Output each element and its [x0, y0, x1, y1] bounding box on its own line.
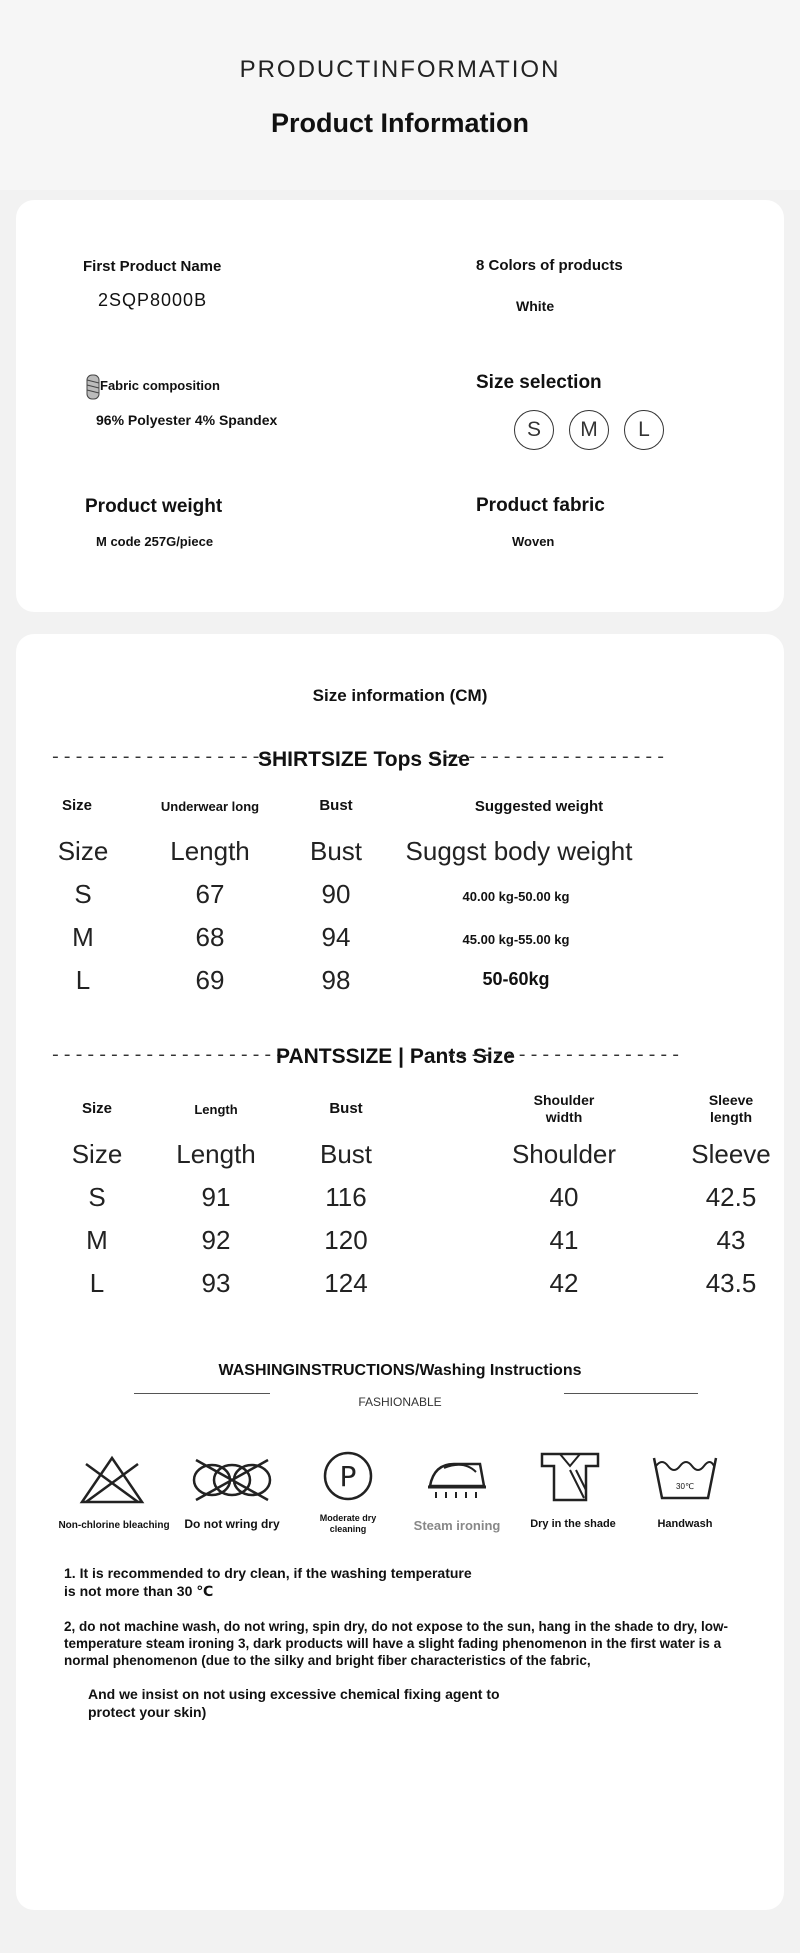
shirt-header-underwear-long: Underwear long: [160, 799, 260, 814]
table-cell: 50-60kg: [482, 969, 550, 989]
table-cell: 67: [195, 879, 225, 909]
table-cell: 124: [324, 1268, 368, 1298]
washing-note-1: 1. It is recommended to dry clean, if the washing temperature is not more than 30 ℃: [64, 1565, 472, 1599]
table-cell: 68: [195, 922, 225, 952]
title-english: PRODUCTINFORMATION: [239, 56, 561, 83]
steam-iron-icon: [424, 1456, 488, 1502]
size-info-title: Size information (CM): [312, 686, 488, 705]
table-cell: L: [75, 965, 91, 995]
shirt-header-suggested-weight: Suggested weight: [474, 798, 604, 815]
size-option-m[interactable]: M: [569, 410, 609, 450]
hand-wash-temp: 30℃: [676, 1482, 694, 1491]
table-cell: M: [86, 1225, 108, 1255]
pants-header-bust: Bust: [329, 1100, 363, 1117]
pants-header-length: Length: [194, 1102, 238, 1117]
washing-title: WASHINGINSTRUCTIONS/Washing Instructions: [218, 1362, 582, 1379]
table-cell: 41: [549, 1225, 579, 1255]
product-fabric-label: Product fabric: [476, 495, 605, 516]
no-bleach-label: Non-chlorine bleaching: [58, 1520, 170, 1531]
size-washing-card: [16, 634, 784, 1910]
colors-value: White: [516, 298, 555, 314]
shirt-header-bust: Bust: [319, 797, 353, 814]
fabric-composition-value: 96% Polyester 4% Spandex: [96, 412, 278, 428]
product-fabric-value: Woven: [512, 534, 555, 549]
shirt-colhead-weight: Suggst body weight: [405, 836, 633, 866]
page-title: Product Information: [271, 108, 529, 138]
table-cell: 43: [716, 1225, 746, 1255]
pants-header-size: Size: [81, 1100, 112, 1117]
steam-iron-label: Steam ironing: [413, 1518, 501, 1533]
product-info-card: [16, 200, 784, 612]
dry-clean-p-icon: [322, 1450, 374, 1502]
table-cell: 43.5: [705, 1268, 757, 1298]
table-cell: 98: [321, 965, 351, 995]
pants-colhead-size: Size: [71, 1139, 123, 1169]
table-cell: 91: [201, 1182, 231, 1212]
first-product-name-value: 2SQP8000B: [98, 290, 208, 310]
page-header: [0, 0, 800, 190]
pants-size-title: PANTSSIZE | Pants Size: [276, 1045, 515, 1068]
dry-shade-icon: [540, 1452, 600, 1502]
product-weight-label: Product weight: [85, 496, 223, 517]
table-cell: L: [89, 1268, 105, 1298]
pants-dashes-left: --------------------: [50, 1046, 287, 1066]
shirt-size-title: SHIRTSIZE Tops Size: [258, 748, 470, 771]
shirt-dashes-left: --------------------: [50, 748, 287, 768]
no-wring-icon: [190, 1456, 274, 1504]
washing-subtitle: FASHIONABLE: [358, 1395, 442, 1409]
fabric-spool-icon: [86, 374, 100, 400]
table-cell: 90: [321, 879, 351, 909]
table-cell: S: [74, 879, 92, 909]
shirt-header-size: Size: [62, 797, 93, 814]
hand-wash-icon: [652, 1454, 718, 1500]
table-cell: S: [88, 1182, 106, 1212]
shirt-colhead-size: Size: [57, 836, 109, 866]
pants-colhead-bust: Bust: [319, 1139, 373, 1169]
table-cell: M: [72, 922, 94, 952]
shirt-colhead-bust: Bust: [309, 836, 363, 866]
table-cell: 42: [549, 1268, 579, 1298]
washing-note-2: 2, do not machine wash, do not wring, spin dry, do not expose to the sun, hang in the shade to dry, low-temperature steam ironing 3, dark products will have a slight fading phenomenon in the first water is a normal phenomenon (due to the silky and bright fiber characteristics of the fabric,: [64, 1619, 729, 1668]
table-cell: 40: [549, 1182, 579, 1212]
table-cell: 116: [325, 1182, 367, 1212]
pants-header-sleeve-length: Sleeve length: [708, 1092, 754, 1125]
table-cell: 120: [324, 1225, 368, 1255]
washing-divider-right: [564, 1393, 698, 1394]
shirt-dashes-right: --------------------: [431, 748, 668, 768]
shirt-colhead-length: Length: [170, 836, 250, 866]
fabric-composition-label: Fabric composition: [100, 378, 220, 393]
no-wring-label: Do not wring dry: [184, 1517, 280, 1531]
washing-note-3: And we insist on not using excessive chemical fixing agent to protect your skin): [88, 1686, 500, 1720]
size-option-l[interactable]: L: [624, 410, 664, 450]
table-cell: 69: [195, 965, 225, 995]
table-cell: 94: [321, 922, 351, 952]
pants-colhead-length: Length: [176, 1139, 256, 1169]
first-product-name-label: First Product Name: [83, 258, 222, 275]
table-cell: 42.5: [705, 1182, 757, 1212]
size-option-s[interactable]: S: [514, 410, 554, 450]
pants-dashes-right: --------------------: [446, 1046, 683, 1066]
table-cell: 40.00 kg-50.00 kg: [462, 889, 570, 904]
colors-label: 8 Colors of products: [476, 257, 623, 274]
table-cell: 92: [201, 1225, 231, 1255]
table-cell: 45.00 kg-55.00 kg: [462, 932, 570, 947]
pants-colhead-shoulder: Shoulder: [511, 1139, 617, 1169]
no-bleach-icon: [78, 1454, 146, 1506]
pants-header-shoulder-width: Shoulder width: [533, 1092, 595, 1125]
product-weight-value: M code 257G/piece: [96, 534, 214, 549]
svg-text:P: P: [339, 1460, 357, 1493]
size-selection-label: Size selection: [476, 372, 602, 393]
pants-colhead-sleeve: Sleeve: [691, 1139, 771, 1169]
table-cell: 93: [201, 1268, 231, 1298]
dry-shade-label: Dry in the shade: [530, 1518, 616, 1530]
dry-clean-label: Moderate dry cleaning: [319, 1513, 377, 1534]
hand-wash-label: Handwash: [657, 1518, 713, 1530]
washing-divider-left: [134, 1393, 270, 1394]
